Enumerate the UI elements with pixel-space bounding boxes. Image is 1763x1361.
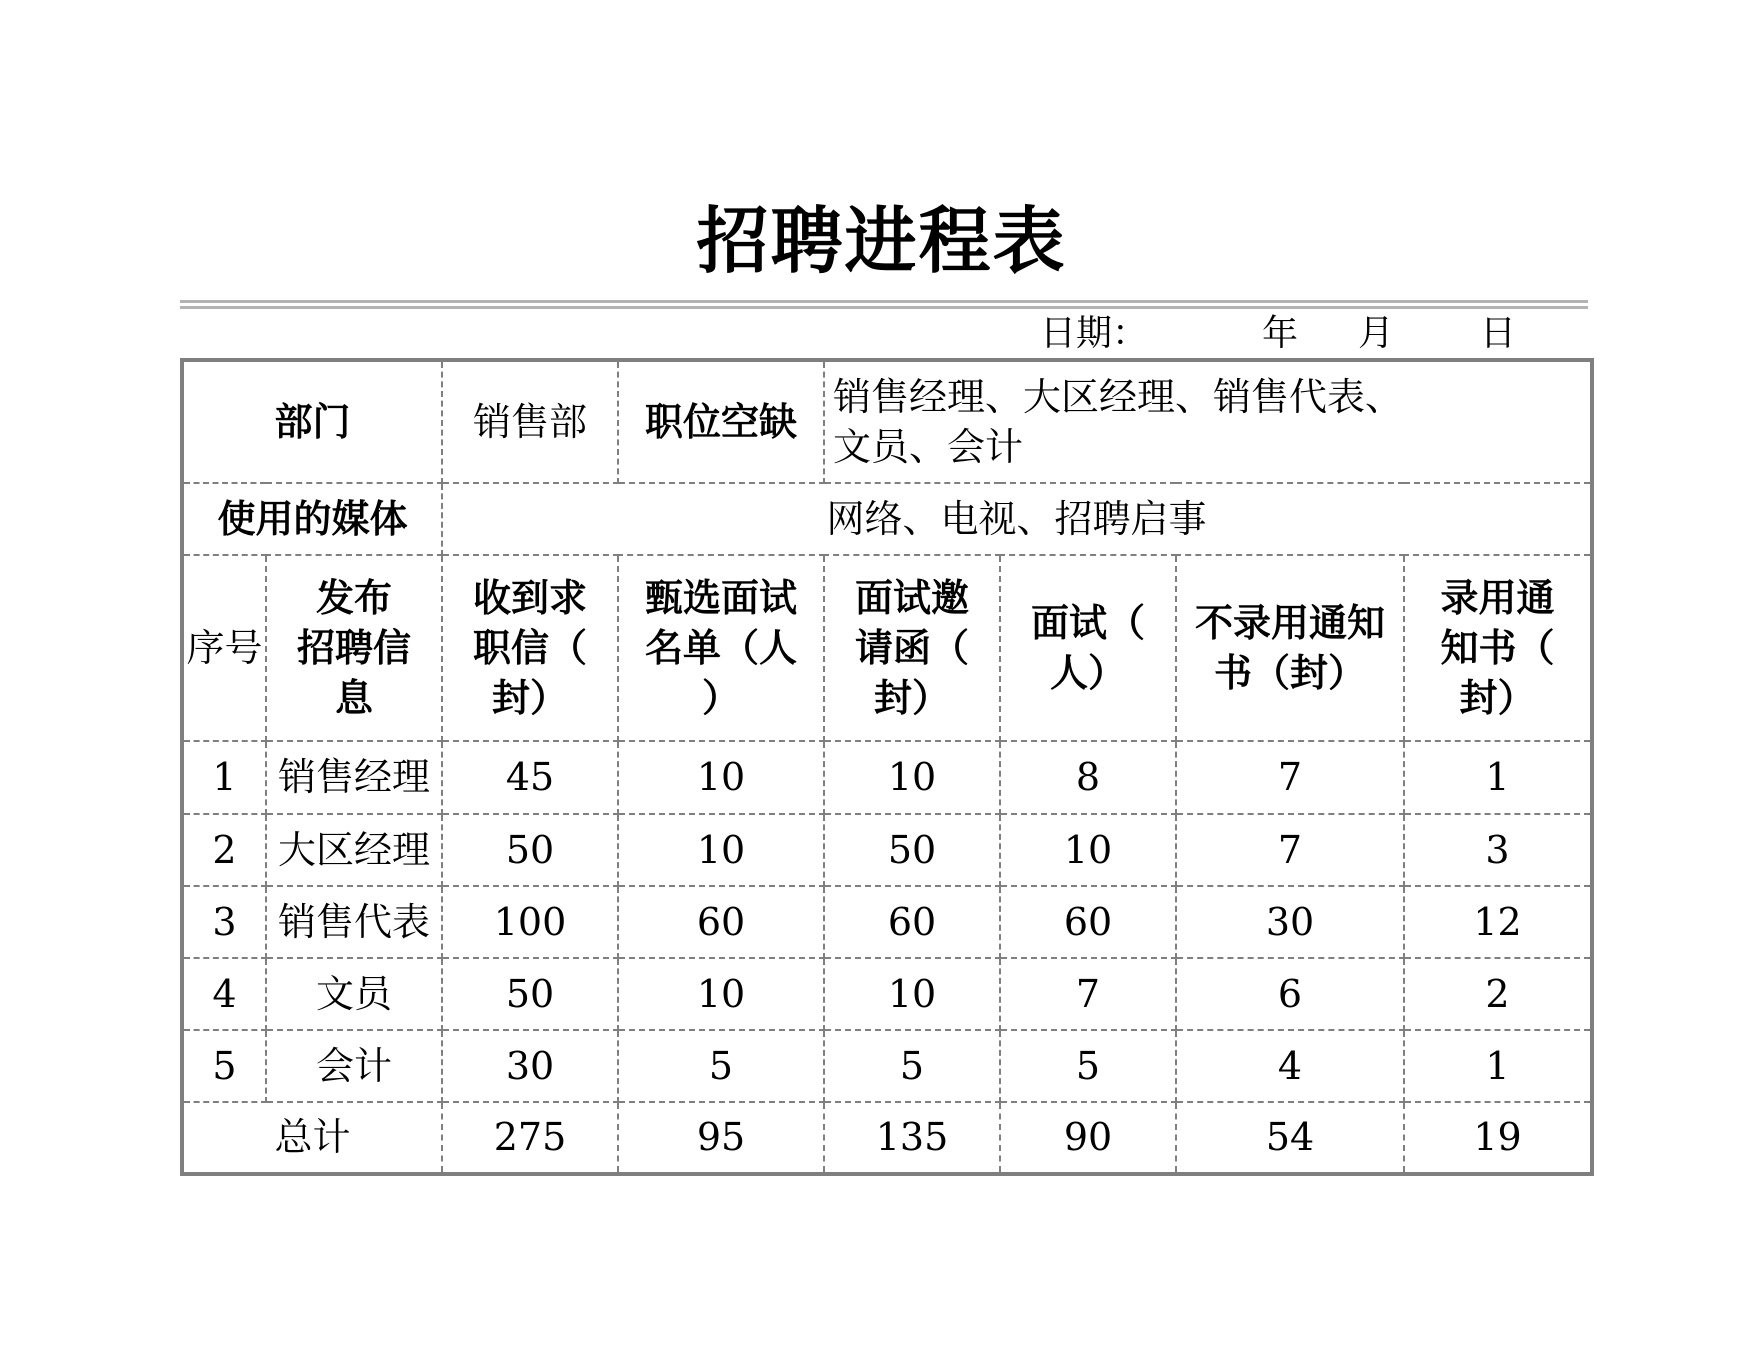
- header-screened: 甄选面试 名单（人 ）: [618, 555, 824, 741]
- cell-reject: 6: [1176, 958, 1404, 1030]
- cell-post: 销售经理: [266, 741, 442, 813]
- page-title: 招聘进程表: [696, 199, 1067, 283]
- header-post: 发布 招聘信 息: [266, 555, 442, 741]
- cell-invites: 10: [824, 741, 1000, 813]
- vacancy-cell: [824, 360, 1592, 483]
- header-seq: 序号: [182, 555, 266, 741]
- cell-interviews: 60: [1000, 886, 1176, 958]
- cell-invites: 10: [824, 958, 1000, 1030]
- media-value: 网络、电视、招聘启事: [442, 483, 1592, 555]
- cell-post: 文员: [266, 958, 442, 1030]
- header-offer: 录用通 知书（ 封）: [1404, 555, 1592, 741]
- cell-post: 大区经理: [266, 814, 442, 886]
- header-reject: 不录用通知 书（封）: [1176, 555, 1404, 741]
- header-invites: 面试邀 请函（ 封）: [824, 555, 1000, 741]
- cell-offer: 1: [1404, 741, 1592, 813]
- cell-received: 100: [442, 886, 618, 958]
- cell-received: 30: [442, 1030, 618, 1102]
- cell-interviews: 10: [1000, 814, 1176, 886]
- media-row: [182, 483, 1592, 555]
- cell-post: 销售代表: [266, 886, 442, 958]
- vacancy-value: 销售经理、大区经理、销售代表、 文员、会计: [833, 375, 1404, 470]
- title-rule-top: [180, 300, 1588, 303]
- cell-seq: 4: [182, 958, 266, 1030]
- cell-offer: 12: [1404, 886, 1592, 958]
- cell-seq: 5: [182, 1030, 266, 1102]
- table-row: [182, 814, 1592, 886]
- dept-row: [182, 360, 1592, 483]
- media-label: 使用的媒体: [182, 483, 442, 555]
- total-screened: 95: [618, 1102, 824, 1174]
- cell-screened: 5: [618, 1030, 824, 1102]
- cell-seq: 2: [182, 814, 266, 886]
- total-label: 总计: [182, 1102, 442, 1174]
- cell-received: 45: [442, 741, 618, 813]
- cell-invites: 5: [824, 1030, 1000, 1102]
- title-rule-bottom: [180, 306, 1588, 309]
- table-row: [182, 958, 1592, 1030]
- table-row: [182, 1030, 1592, 1102]
- cell-screened: 10: [618, 741, 824, 813]
- date-day-label: 日: [1480, 313, 1517, 354]
- cell-invites: 60: [824, 886, 1000, 958]
- cell-offer: 2: [1404, 958, 1592, 1030]
- vacancy-label: 职位空缺: [618, 360, 824, 483]
- cell-reject: 30: [1176, 886, 1404, 958]
- cell-invites: 50: [824, 814, 1000, 886]
- header-received: 收到求 职信（ 封）: [442, 555, 618, 741]
- cell-received: 50: [442, 814, 618, 886]
- cell-offer: 1: [1404, 1030, 1592, 1102]
- cell-offer: 3: [1404, 814, 1592, 886]
- date-year-label: 年: [1262, 313, 1299, 354]
- header-interviews: 面试（ 人）: [1000, 555, 1176, 741]
- cell-reject: 7: [1176, 741, 1404, 813]
- cell-screened: 60: [618, 886, 824, 958]
- date-month-label: 月: [1358, 313, 1395, 354]
- total-invites: 135: [824, 1102, 1000, 1174]
- cell-screened: 10: [618, 958, 824, 1030]
- cell-reject: 7: [1176, 814, 1404, 886]
- dept-label: 部门: [182, 360, 442, 483]
- column-header-row: [182, 555, 1592, 741]
- cell-screened: 10: [618, 814, 824, 886]
- cell-interviews: 5: [1000, 1030, 1176, 1102]
- recruitment-table: [180, 358, 1594, 1176]
- cell-seq: 1: [182, 741, 266, 813]
- table-row: [182, 886, 1592, 958]
- table-row: [182, 741, 1592, 813]
- cell-interviews: 7: [1000, 958, 1176, 1030]
- total-offer: 19: [1404, 1102, 1592, 1174]
- cell-seq: 3: [182, 886, 266, 958]
- cell-interviews: 8: [1000, 741, 1176, 813]
- total-row: [182, 1102, 1592, 1174]
- date-label: 日期：: [1040, 313, 1149, 354]
- total-reject: 54: [1176, 1102, 1404, 1174]
- dept-value: 销售部: [442, 360, 618, 483]
- total-received: 275: [442, 1102, 618, 1174]
- cell-post: 会计: [266, 1030, 442, 1102]
- cell-reject: 4: [1176, 1030, 1404, 1102]
- total-interviews: 90: [1000, 1102, 1176, 1174]
- cell-received: 50: [442, 958, 618, 1030]
